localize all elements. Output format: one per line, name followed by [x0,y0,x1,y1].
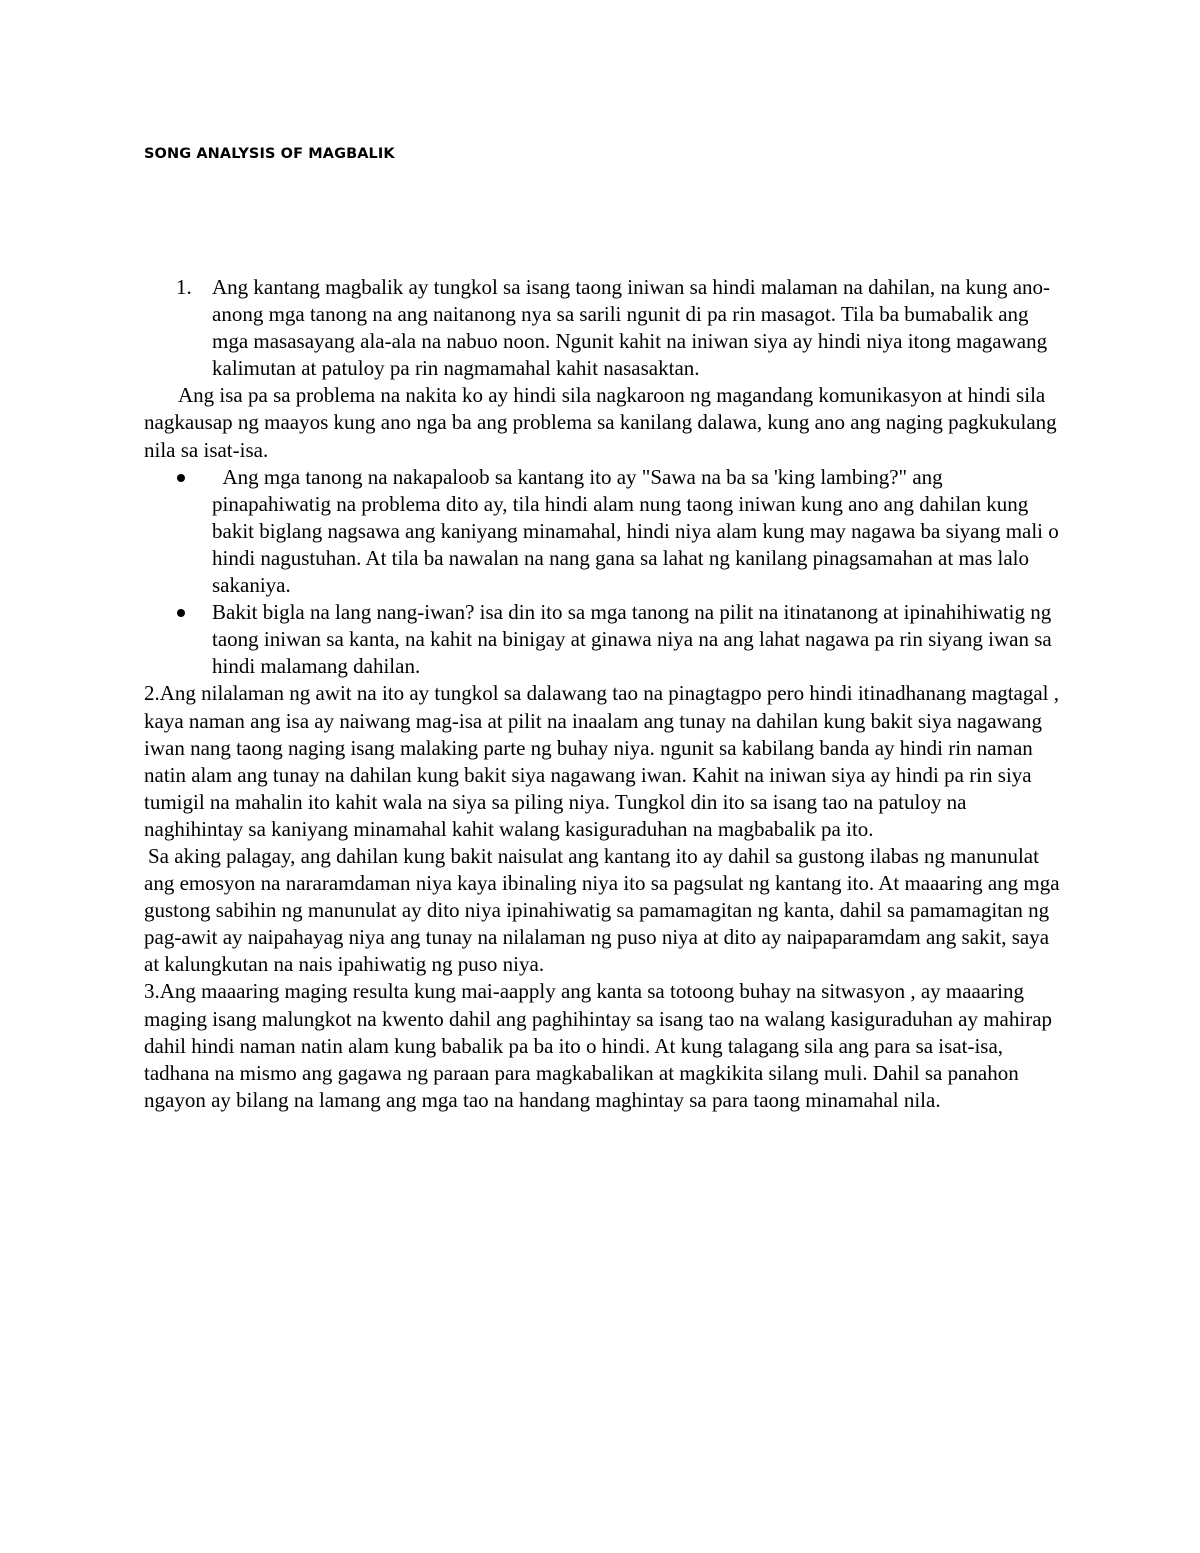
paragraph-communication: Ang isa pa sa problema na nakita ko ay hindi sila nagkaroon ng magandang komunikasyon at hindi sila nagkausap ng maayos kung ano nga ba ang problema sa kanilang dalawa, kung ano ang naging pagkukulang nila sa isat-isa. [144,383,1057,462]
bullet-text: Bakit bigla na lang nang-iwan? isa din ito sa mga tanong na pilit na itinatanong at ipinahihiwatig ng taong iniwan sa kanta, na kahit na binigay at ginawa niya na ang lahat nagawa pa rin siyang iwan sa hindi malamang dahilan. [212,600,1052,679]
document-title: SONG ANALYSIS OF MAGBALIK [144,146,395,162]
document-body [144,274,1064,1114]
paragraph-item-2: 2.Ang nilalaman ng awit na ito ay tungkol sa dalawang tao na pinagtagpo pero hindi itinadhanang magtagal , kaya naman ang isa ay naiwang mag-isa at pilit na inaalam ang tunay na dahilan kung bakit siya nagawang iwan nang taong naging isang malaking parte ng buhay niya. ngunit sa kabilang banda ay hindi rin naman natin alam ang tunay na dahilan kung bakit siya nagawang iwan. Kahit na iniwan siya ay hindi pa rin siya tumigil na mahalin ito kahit wala na siya sa piling niya. Tungkol din ito sa isang tao na patuloy na naghihintay sa kaniyang minamahal kahit walang kasiguraduhan na magbabalik pa ito. [144,681,1060,841]
numbered-item-1 [144,274,1064,382]
paragraph-item-3: 3.Ang maaaring maging resulta kung mai-aapply ang kanta sa totoong buhay na sitwasyon , ay maaaring maging isang malungkot na kwento dahil ang paghihintay sa isang tao na walang kasiguraduhan ay mahirap dahil hindi naman natin alam kung babalik pa ba ito o hindi. At kung talagang sila ang para sa isat-isa, tadhana na mismo ang gagawa ng paraan para magkabalikan at magkikita silang muli. Dahil sa panahon ngayon ay bilang na lamang ang mga tao na handang maghintay sa para taong minamahal nila. [144,979,1053,1112]
paragraph-opinion: Sa aking palagay, ang dahilan kung bakit naisulat ang kantang ito ay dahil sa gustong ilabas ng manunulat ang emosyon na nararamdaman niya kaya ibinaling niya ito sa pagsulat ng kantang ito. At maaaring ang mga gustong sabihin ng manunulat ay dito niya ipinahiwatig sa pamamagitan ng kanta, dahil sa pamamagitan ng pag-awit ay naipahayag niya ang tunay na nilalaman ng puso niya at dito ay naipaparamdam ang sakit, saya at kalungkutan na nais ipahiwatig ng puso niya. [144,843,1060,977]
bullet-icon [177,609,185,617]
bullet-icon [177,474,185,482]
bullet-item-2 [144,599,1064,680]
bullet-item-1 [144,464,1064,599]
bullet-text: Ang mga tanong na nakapaloob sa kantang ito ay "Sawa na ba sa 'king lambing?" ang pinapahiwatig na problema dito ay, tila hindi alam nung taong iniwan kung ano ang dahilan kung bakit biglang nagsawa ang kaniyang minamahal, hindi niya alam kung may nagawa ba siyang mali o hindi nagustuhan. At tila ba nawalan na nang gana sa lahat ng kanilang pinagsamahan at mas lalo sakaniya. [212,464,1059,598]
numbered-item-text: Ang kantang magbalik ay tungkol sa isang taong iniwan sa hindi malaman na dahilan, na kung ano-anong mga tanong na ang naitanong nya sa sarili ngunit di pa rin masagot. Tila ba bumabalik ang mga masasayang ala-ala na nabuo noon. Ngunit kahit na iniwan siya ay hindi niya itong magawang kalimutan at patuloy pa rin nagmamahal kahit nasasaktan. [212,275,1051,381]
list-number: 1. [176,275,192,299]
